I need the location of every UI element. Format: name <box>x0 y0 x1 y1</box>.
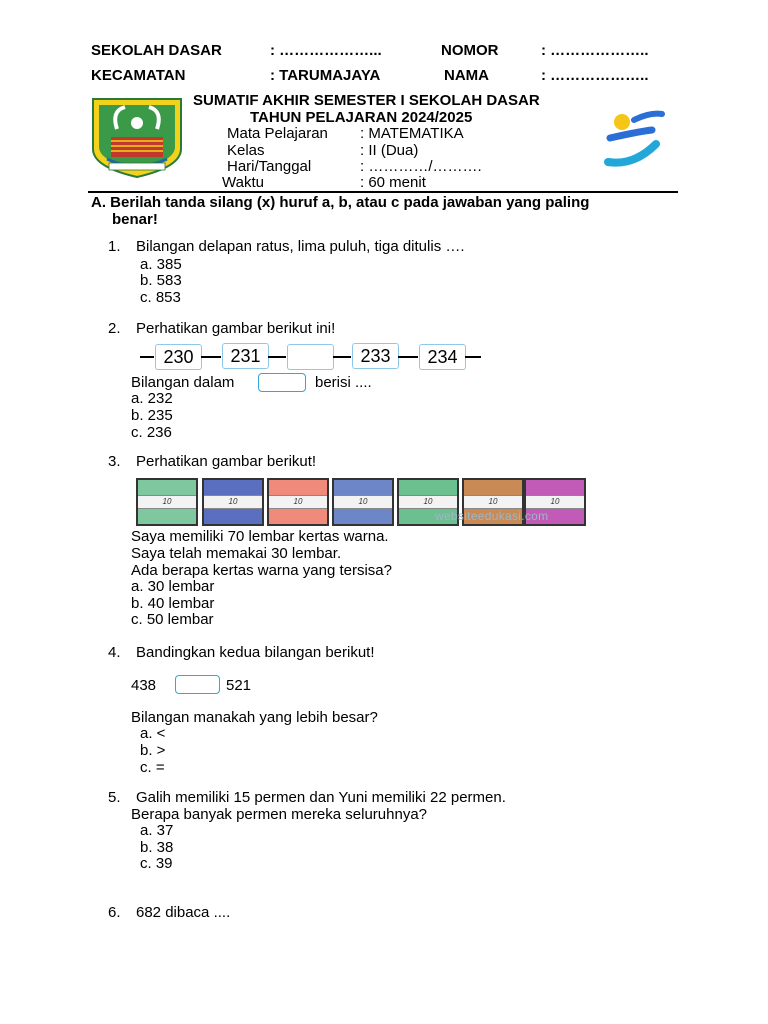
q4-comparison-box[interactable] <box>175 675 220 694</box>
q2-stem-left: Bilangan dalam <box>131 374 235 391</box>
paper-label: 10 <box>399 495 457 509</box>
q1-number: 1. <box>108 238 121 255</box>
colored-paper-stack <box>202 478 264 526</box>
q3-option-c[interactable]: c. 50 lembar <box>131 611 214 628</box>
district-value: : TARUMAJAYA <box>270 67 381 84</box>
school-year: TAHUN PELAJARAN 2024/2025 <box>250 109 473 126</box>
school-value: : ………………... <box>270 42 382 59</box>
q1-text: Bilangan delapan ratus, lima puluh, tiga ditulis …. <box>136 238 465 255</box>
q4-right-number: 521 <box>226 677 252 694</box>
q5-line-1: Galih memiliki 15 permen dan Yuni memiliki 22 permen. <box>136 789 506 806</box>
sequence-number: 231 <box>222 343 269 369</box>
q2-stem-right: berisi .... <box>315 374 372 391</box>
q4-option-a[interactable]: a. < <box>140 725 166 742</box>
q5-line-2: Berapa banyak permen mereka seluruhnya? <box>131 806 428 823</box>
sequence-line <box>398 356 418 358</box>
q1-option-b[interactable]: b. 583 <box>140 272 182 289</box>
q2-inline-blank-box <box>258 373 306 392</box>
q6-number: 6. <box>108 904 121 921</box>
number-value: : ……………….. <box>541 42 649 59</box>
q5-option-c[interactable]: c. 39 <box>140 855 173 872</box>
q4-left-number: 438 <box>131 677 157 694</box>
q5-option-a[interactable]: a. 37 <box>140 822 174 839</box>
q1-option-a[interactable]: a. 385 <box>140 256 182 273</box>
q4-option-b[interactable]: b. > <box>140 742 166 759</box>
number-label: NOMOR <box>441 42 499 59</box>
q3-line-1: Saya memiliki 70 lembar kertas warna. <box>131 528 389 545</box>
sequence-line <box>140 356 154 358</box>
q4-question: Bilangan manakah yang lebih besar? <box>131 709 378 726</box>
sequence-line <box>333 356 351 358</box>
info-label-time: Waktu <box>222 174 264 191</box>
q3-line-3: Ada berapa kertas warna yang tersisa? <box>131 562 392 579</box>
info-label-class: Kelas <box>227 142 265 159</box>
q2-text: Perhatikan gambar berikut ini! <box>136 320 336 337</box>
paper-label: 10 <box>334 495 392 509</box>
q2-option-c[interactable]: c. 236 <box>131 424 172 441</box>
header-divider <box>88 191 678 193</box>
q3-number: 3. <box>108 453 121 470</box>
section-a-instruction-cont: benar! <box>112 211 158 228</box>
sequence-number: 234 <box>419 344 466 370</box>
paper-label: 10 <box>269 495 327 509</box>
q3-line-2: Saya telah memakai 30 lembar. <box>131 545 342 562</box>
paper-label: 10 <box>464 495 522 509</box>
info-value-subject: : MATEMATIKA <box>360 125 464 142</box>
bekasi-regency-crest-icon <box>89 97 185 179</box>
sequence-blank-box[interactable] <box>287 344 334 370</box>
info-value-class: : II (Dua) <box>360 142 419 159</box>
q2-option-a[interactable]: a. 232 <box>131 390 173 407</box>
paper-label: 10 <box>138 495 196 509</box>
colored-paper-stack <box>136 478 198 526</box>
q5-option-b[interactable]: b. 38 <box>140 839 174 856</box>
watermark-text: websiteedukasi.com <box>435 509 549 523</box>
paper-label: 10 <box>204 495 262 509</box>
q5-number: 5. <box>108 789 121 806</box>
q4-text: Bandingkan kedua bilangan berikut! <box>136 644 375 661</box>
name-value: : ……………….. <box>541 67 649 84</box>
q6-text: 682 dibaca .... <box>136 904 231 921</box>
exam-title: SUMATIF AKHIR SEMESTER I SEKOLAH DASAR <box>193 92 540 109</box>
q2-number: 2. <box>108 320 121 337</box>
q4-number: 4. <box>108 644 121 661</box>
q3-text: Perhatikan gambar berikut! <box>136 453 317 470</box>
colored-paper-stack <box>267 478 329 526</box>
sequence-line <box>201 356 221 358</box>
sequence-line <box>268 356 286 358</box>
q2-option-b[interactable]: b. 235 <box>131 407 173 424</box>
q3-option-a[interactable]: a. 30 lembar <box>131 578 215 595</box>
info-value-time: : 60 menit <box>360 174 426 191</box>
school-label: SEKOLAH DASAR <box>91 42 222 59</box>
sequence-number: 233 <box>352 343 399 369</box>
q1-option-c[interactable]: c. 853 <box>140 289 181 306</box>
paper-label: 10 <box>526 495 584 509</box>
q3-option-b[interactable]: b. 40 lembar <box>131 595 215 612</box>
q4-option-c[interactable]: c. = <box>140 759 165 776</box>
info-label-subject: Mata Pelajaran <box>227 125 328 142</box>
sequence-line <box>465 356 481 358</box>
tut-wuri-style-swirl-icon <box>600 108 670 174</box>
info-label-date: Hari/Tanggal <box>227 158 312 175</box>
colored-paper-stack <box>332 478 394 526</box>
district-label: KECAMATAN <box>91 67 186 84</box>
sequence-number: 230 <box>155 344 202 370</box>
section-a-instruction: A. Berilah tanda silang (x) huruf a, b, atau c pada jawaban yang paling <box>91 194 590 211</box>
info-value-date: : …………/………. <box>360 158 482 175</box>
name-label: NAMA <box>444 67 489 84</box>
